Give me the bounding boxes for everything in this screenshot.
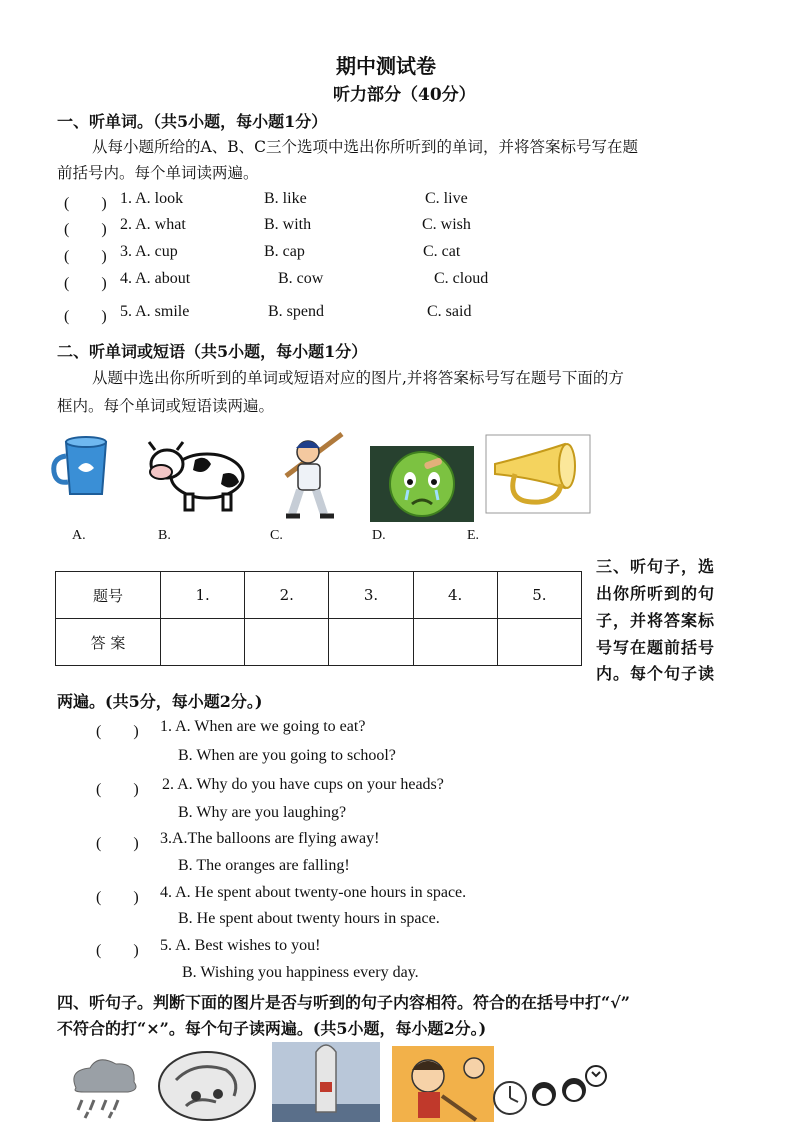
section4-heading-line1: 四、听句子。判断下面的图片是否与听到的句子内容相符。符合的在括号中打“√” <box>57 993 630 1012</box>
option-b: B. He spent about twenty hours in space. <box>178 910 440 927</box>
option-b: B. cap <box>264 243 305 260</box>
baseball-player-picture <box>268 430 354 522</box>
option-b: B. Wishing you happiness every day. <box>182 964 419 981</box>
option-a: 5. A. Best wishes to you! <box>160 937 321 954</box>
picture-label-e: E. <box>467 528 480 543</box>
page-subtitle: 听力部分（40分） <box>333 85 476 105</box>
section2-instruction-line1: 从题中选出你所听到的单词或短语对应的图片,并将答案标号写在题号下面的方 <box>92 369 624 387</box>
option-b: B. with <box>264 216 312 233</box>
option-c: C. wish <box>422 216 471 233</box>
rocket-picture <box>272 1042 380 1122</box>
answer-cell-4[interactable] <box>413 619 497 666</box>
option-c: C. cloud <box>434 270 489 287</box>
picture-label-c: C. <box>270 528 283 543</box>
option-b: B. The oranges are falling! <box>178 857 350 874</box>
answer-cell-5[interactable] <box>497 619 581 666</box>
option-b: B. cow <box>278 270 324 287</box>
picture-label-d: D. <box>372 528 386 543</box>
cup-picture <box>50 432 122 504</box>
table-number-2: 2. <box>245 572 329 619</box>
option-a: 3. A. cup <box>120 243 178 260</box>
section3-heading-line4: 号写在题前括号 <box>596 638 716 657</box>
boy-sweeping-picture <box>392 1046 494 1122</box>
table-number-5: 5. <box>497 572 581 619</box>
table-number-3: 3. <box>329 572 413 619</box>
table-number-4: 4. <box>413 572 497 619</box>
answer-paren[interactable]: ( ) <box>64 248 107 265</box>
picture-label-a: A. <box>72 528 86 543</box>
option-c: C. cat <box>423 243 461 260</box>
table-header-number: 题号 <box>56 572 161 619</box>
option-c: C. live <box>425 190 468 207</box>
answer-paren[interactable]: ( ) <box>64 221 107 238</box>
page-title: 期中测试卷 <box>336 54 436 78</box>
table-number-1: 1. <box>161 572 245 619</box>
option-a: 1. A. When are we going to eat? <box>160 718 366 735</box>
answer-cell-3[interactable] <box>329 619 413 666</box>
answer-paren[interactable]: ( ) <box>96 835 139 852</box>
answer-paren[interactable]: ( ) <box>96 723 139 740</box>
section1-instruction-line1: 从每小题所给的A、B、C三个选项中选出你所听到的单词，并将答案标号写在题 <box>92 138 638 156</box>
section4-heading-line2: 不符合的打“×”。每个句子读两遍。(共5小题，每小题2分。) <box>57 1019 487 1038</box>
option-a: 2. A. what <box>120 216 186 233</box>
section1-instruction-line2: 前括号内。每个单词读两遍。 <box>57 164 259 182</box>
section2-instruction-line2: 框内。每个单词或短语读两遍。 <box>57 397 275 415</box>
option-a: 5. A. smile <box>120 303 190 320</box>
rain-picture <box>66 1058 140 1120</box>
answer-paren[interactable]: ( ) <box>64 275 107 292</box>
option-a: 2. A. Why do you have cups on your heads? <box>162 776 444 793</box>
section3-heading-cont: 两遍。(共5分，每小题2分。) <box>57 692 263 711</box>
option-a: 4. A. He spent about twenty-one hours in space. <box>160 884 467 901</box>
section3-heading-line2: 出你所听到的句 <box>596 584 716 603</box>
answer-paren[interactable]: ( ) <box>96 942 139 959</box>
picture-label-b: B. <box>158 528 171 543</box>
table-header-answer: 答 案 <box>56 619 161 666</box>
section3-heading-line3: 子，并将答案标 <box>596 611 716 630</box>
answer-cell-2[interactable] <box>245 619 329 666</box>
option-b: B. spend <box>268 303 324 320</box>
option-b: B. When are you going to school? <box>178 747 396 764</box>
storm-scene-picture <box>156 1046 258 1122</box>
option-a: 1. A. look <box>120 190 184 207</box>
answer-paren[interactable]: ( ) <box>96 889 139 906</box>
option-c: C. said <box>427 303 472 320</box>
answer-paren[interactable]: ( ) <box>64 195 107 212</box>
section1-heading: 一、听单词。（共5小题，每小题1分） <box>57 112 328 131</box>
section2-heading: 二、听单词或短语（共5小题，每小题1分） <box>57 342 368 361</box>
clock-and-kids-picture <box>492 1064 610 1122</box>
answer-paren[interactable]: ( ) <box>96 781 139 798</box>
cow-picture <box>145 434 250 514</box>
horn-picture <box>485 434 591 514</box>
crying-face-picture <box>370 446 474 522</box>
option-a: 4. A. about <box>120 270 191 287</box>
answer-paren[interactable]: ( ) <box>64 308 107 325</box>
section3-heading-line1: 三、听句子，选 <box>596 557 716 576</box>
option-b: B. like <box>264 190 307 207</box>
option-b: B. Why are you laughing? <box>178 804 347 821</box>
section3-heading-line5: 内。每个句子读 <box>596 664 716 683</box>
option-a: 3.A.The balloons are flying away! <box>160 830 380 847</box>
answer-cell-1[interactable] <box>161 619 245 666</box>
answer-table <box>55 571 582 666</box>
